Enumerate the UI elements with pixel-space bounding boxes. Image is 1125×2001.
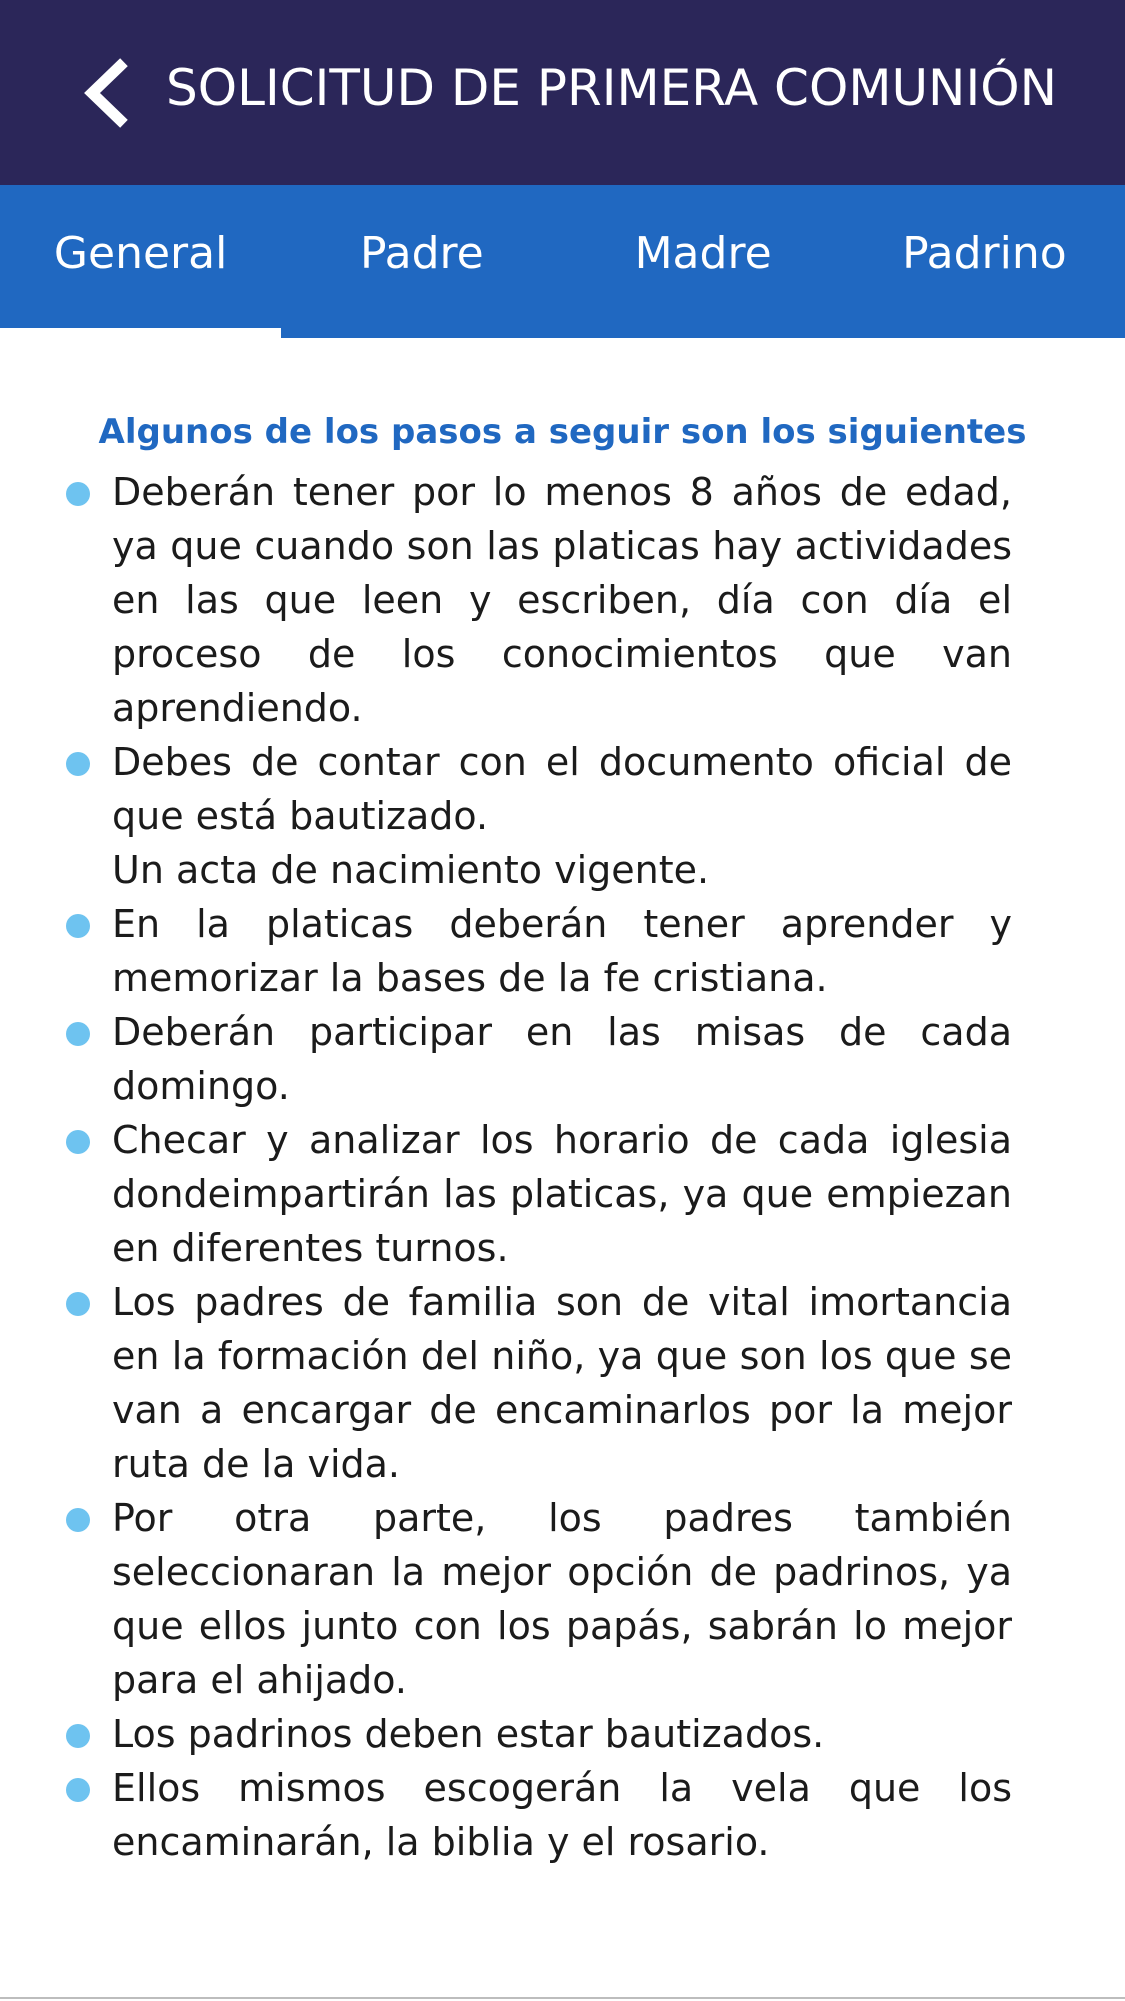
step-text: Los padrinos deben estar bautizados. bbox=[112, 1712, 825, 1756]
section-subtitle: Algunos de los pasos a seguir son los siguientes bbox=[98, 412, 1027, 452]
active-tab-indicator bbox=[0, 328, 281, 338]
bullet-icon bbox=[66, 914, 90, 938]
list-item bbox=[62, 1491, 1012, 1707]
list-item bbox=[62, 897, 1012, 1005]
step-extra-text: Un acta de nacimiento vigente. bbox=[112, 848, 710, 892]
list-item bbox=[62, 735, 1012, 897]
tab-bar bbox=[0, 185, 1125, 338]
bullet-icon bbox=[66, 752, 90, 776]
chevron-left-icon bbox=[80, 58, 140, 128]
step-text: Checar y analizar los horario de cada iglesia dondeimpartirán las platicas, ya que empiezan en diferentes turnos. bbox=[112, 1118, 1012, 1270]
page-title: SOLICITUD DE PRIMERA COMUNIÓN bbox=[166, 59, 1057, 117]
list-item bbox=[62, 1113, 1012, 1275]
step-text: Deberán tener por lo menos 8 años de edad, ya que cuando son las platicas hay actividades en las que leen y escriben, día con día el proceso de los conocimientos que van aprendiendo. bbox=[112, 470, 1012, 730]
bullet-icon bbox=[66, 1292, 90, 1316]
step-text: Por otra parte, los padres también seleccionaran la mejor opción de padrinos, ya que ellos junto con los papás, sabrán lo mejor para el ahijado. bbox=[112, 1496, 1012, 1702]
step-text: En la platicas deberán tener aprender y memorizar la bases de la fe cristiana. bbox=[112, 902, 1012, 1000]
bullet-icon bbox=[66, 1022, 90, 1046]
step-text: Ellos mismos escogerán la vela que los encaminarán, la biblia y el rosario. bbox=[112, 1766, 1012, 1864]
bullet-icon bbox=[66, 1724, 90, 1748]
tab-general[interactable] bbox=[0, 185, 281, 338]
tab-padrino[interactable] bbox=[844, 185, 1125, 338]
bullet-icon bbox=[66, 1778, 90, 1802]
list-item bbox=[62, 1275, 1012, 1491]
step-text: Debes de contar con el documento oficial de que está bautizado. bbox=[112, 740, 1012, 838]
list-item bbox=[62, 1707, 1012, 1761]
tab-label: Padrino bbox=[902, 228, 1067, 279]
tab-label: Madre bbox=[634, 228, 772, 279]
app-header bbox=[0, 0, 1125, 185]
bullet-icon bbox=[66, 1130, 90, 1154]
step-text: Deberán participar en las misas de cada domingo. bbox=[112, 1010, 1012, 1108]
bullet-icon bbox=[66, 1508, 90, 1532]
tab-label: General bbox=[53, 228, 228, 279]
back-button[interactable] bbox=[80, 58, 140, 128]
bullet-icon bbox=[66, 482, 90, 506]
step-text: Los padres de familia son de vital imortancia en la formación del niño, ya que son los que se van a encargar de encaminarlos por la mejor ruta de la vida. bbox=[112, 1280, 1012, 1486]
tab-madre[interactable] bbox=[563, 185, 844, 338]
steps-list bbox=[62, 465, 1012, 1869]
list-item bbox=[62, 1761, 1012, 1869]
list-item bbox=[62, 465, 1012, 735]
list-item bbox=[62, 1005, 1012, 1113]
tab-padre[interactable] bbox=[281, 185, 562, 338]
tab-label: Padre bbox=[360, 228, 484, 279]
bottom-divider bbox=[0, 1997, 1125, 1999]
